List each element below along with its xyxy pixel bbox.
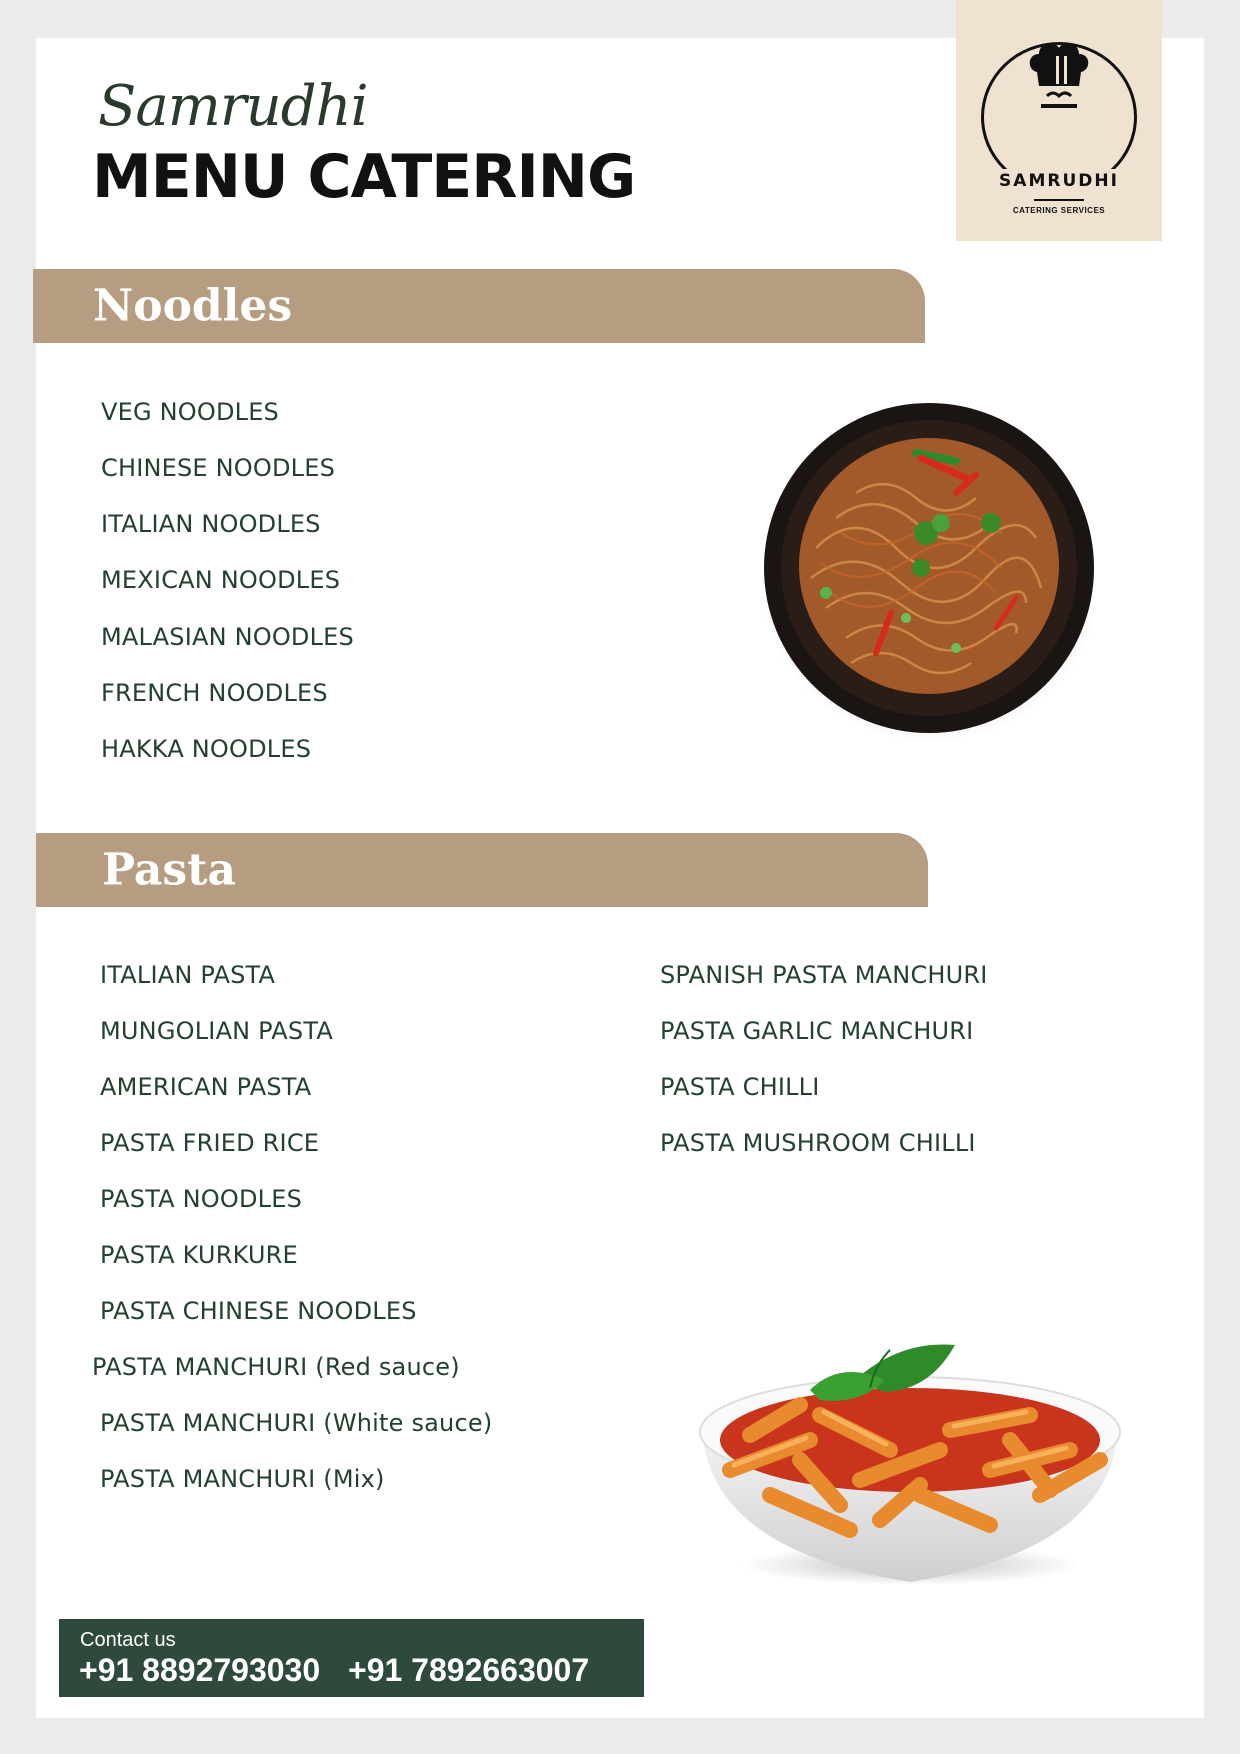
logo-name: SAMRUDHI [956, 169, 1162, 193]
pasta-item: PASTA KURKURE [100, 1241, 298, 1269]
pasta-item: MUNGOLIAN PASTA [100, 1017, 333, 1045]
noodles-item: HAKKA NOODLES [101, 735, 312, 763]
pasta-item: SPANISH PASTA MANCHURI [660, 961, 988, 989]
pasta-item: PASTA MUSHROOM CHILLI [660, 1129, 976, 1157]
noodles-item: VEG NOODLES [101, 398, 279, 426]
pasta-item: PASTA NOODLES [100, 1185, 303, 1213]
pasta-item: PASTA MANCHURI (Red sauce) [92, 1353, 460, 1381]
pasta-section-header [36, 833, 928, 907]
noodles-item: MALASIAN NOODLES [101, 623, 354, 651]
noodles-item: CHINESE NOODLES [101, 454, 336, 482]
pasta-item: PASTA MANCHURI (White sauce) [100, 1409, 493, 1437]
phone-number-2[interactable]: +91 7892663007 [348, 1652, 590, 1688]
logo-divider [1034, 199, 1084, 201]
pasta-item: PASTA CHILLI [660, 1073, 820, 1101]
noodles-item: ITALIAN NOODLES [101, 510, 321, 538]
contact-label: Contact us [80, 1629, 176, 1651]
noodles-section-header [33, 269, 925, 343]
contact-box [59, 1619, 644, 1697]
noodles-item: FRENCH NOODLES [101, 679, 328, 707]
noodles-section-title: Noodles [93, 280, 293, 332]
pasta-item: PASTA FRIED RICE [100, 1129, 320, 1157]
chef-hat-icon [1019, 32, 1099, 112]
noodles-item: MEXICAN NOODLES [101, 566, 341, 594]
pasta-item: PASTA CHINESE NOODLES [100, 1297, 417, 1325]
noodle-bowl-image [756, 398, 1096, 748]
pasta-item: PASTA GARLIC MANCHURI [660, 1017, 974, 1045]
pasta-item: AMERICAN PASTA [100, 1073, 312, 1101]
logo [956, 0, 1162, 241]
page-title: MENU CATERING [92, 142, 636, 212]
phone-number-1[interactable]: +91 8892793030 [79, 1652, 321, 1688]
logo-subtitle: CATERING SERVICES [1012, 206, 1106, 215]
pasta-section-title: Pasta [102, 844, 237, 896]
script-title: Samrudhi [98, 74, 368, 139]
pasta-item: PASTA MANCHURI (Mix) [100, 1465, 385, 1493]
pasta-item: ITALIAN PASTA [100, 961, 276, 989]
pasta-bowl-image [690, 1320, 1130, 1590]
